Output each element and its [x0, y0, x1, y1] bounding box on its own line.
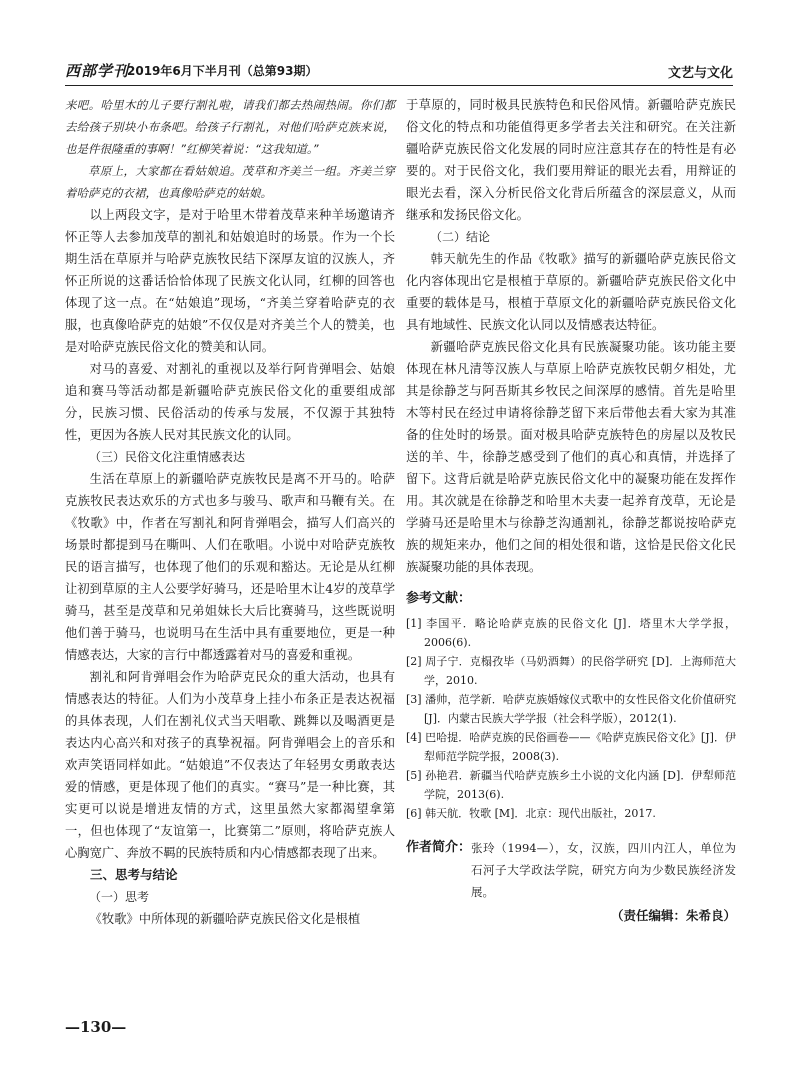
author-bio	[406, 837, 736, 903]
subsection-heading: （二）结论	[430, 230, 491, 244]
reference-item: [1] 李国平．略论哈萨克族的民俗文化 [J]．塔里木大学学报，2006(6).	[406, 617, 736, 649]
body-paragraph: 《牧歌》中所体现的新疆哈萨克族民俗文化是根植	[89, 912, 361, 926]
body-paragraph: 韩天航先生的作品《牧歌》描写的新疆哈萨克族民俗文化内容体现出它是根植于草原的。新疆哈萨克族民俗文化中重要的载体是马，根植于草原文化的新疆哈萨克族民俗文化具有地域性、民族文化认同以及情感表达特征。	[406, 252, 736, 332]
quote-paragraph: 来吧。哈里木的儿子要行割礼啦，请我们都去热闹热闹。你们都去给孩子别块小布条吧。给孩子行割礼，对他们哈萨克族来说，也是件很隆重的事啊！”红柳笑着说：“这我知道。”	[65, 98, 395, 156]
running-header	[65, 58, 733, 80]
body-paragraph: 生活在草原上的新疆哈萨克族牧民是离不开马的。哈萨克族牧民表达欢乐的方式也多与骏马、歌声和马鞭有关。在《牧歌》中，作者在写割礼和阿肯弹唱会，描写人们高兴的场景时都提到马在嘶叫、人们在歌唱。小说中对哈萨克族牧民的语言描写，也体现了他们的乐观和豁达。无论是从红柳让初到草原的主人公要学好骑马，还是哈里木让4岁的茂草学骑马，甚至是茂草和兄弟姐妹长大后比赛骑马，这些既说明他们善于骑马，也说明马在生活中具有重要地位，更是一种情感表达，大家的言行中都透露着对马的喜爱和重视。	[65, 472, 395, 662]
body-paragraph: 以上两段文字，是对于哈里木带着茂草来种羊场邀请齐怀正等人去参加茂草的割礼和姑娘追时的场景。作为一个长期生活在草原并与哈萨克族牧民结下深厚友谊的汉族人，齐怀正所说的这番话恰恰体现了民族文化认同，红柳的回答也体现了这一点。在“姑娘追”现场，“齐美兰穿着哈萨克的衣服，也真像哈萨克的姑娘”不仅仅是对齐美兰个人的赞美，也是对哈萨克族民俗文化的赞美和认同。	[65, 208, 395, 354]
references-title: 参考文献：	[406, 591, 472, 606]
page-number: —130—	[65, 1018, 127, 1036]
editor-credit: （责任编辑：朱希良）	[610, 908, 736, 923]
section-title: 文艺与文化	[667, 66, 733, 81]
references-list	[406, 614, 736, 823]
reference-item: [6] 韩天航．牧歌 [M]．北京：现代出版社，2017.	[406, 807, 656, 820]
body-paragraph: 割礼和阿肯弹唱会作为哈萨克民众的重大活动，也具有情感表达的特征。人们为小茂草身上挂小布条正是表达祝福的具体表现，人们在割礼仪式当天唱歌、跳舞以及喝酒更是表达内心高兴和对孩子的真挚祝福。阿肯弹唱会上的音乐和欢声笑语同样如此。“姑娘追”不仅表达了年轻男女勇敢表达爱的情感，更是体现了他们的真实。“赛马”是一种比赛，其实更可以说是增进友情的方式，这里虽然大家都渴望拿第一，但也体现了“友谊第一，比赛第二”原则，将哈萨克族人心胸宽广、奔放不羁的民族特质和内心情感都表现了出来。	[65, 670, 395, 860]
left-column	[65, 94, 395, 930]
quote-paragraph: 草原上，大家都在看姑娘追。茂草和齐美兰一组。齐美兰穿着哈萨克的衣裙，也真像哈萨克的姑娘。	[65, 164, 395, 200]
right-column	[406, 94, 736, 927]
section-heading: 三、思考与结论	[90, 867, 178, 882]
reference-item: [2] 周子宁．克榻孜毕（马奶酒舞）的民俗学研究 [D]．上海师范大学，2010.	[406, 655, 736, 687]
author-label: 作者简介：	[406, 840, 472, 855]
journal-logo: 西部学刊	[65, 62, 130, 80]
author-text: 张玲（1994—），女，汉族，四川内江人，单位为石河子大学政法学院，研究方向为少数民族经济发展。	[471, 841, 736, 899]
header-rule	[65, 85, 733, 86]
body-paragraph: 新疆哈萨克族民俗文化具有民族凝聚功能。该功能主要体现在林凡清等汉族人与草原上哈萨克族牧民朝夕相处，尤其是徐静芝与阿吾斯其乡牧民之间深厚的感情。首先是哈里木等村民在经过申请将徐静芝留下来后带他去看大家为其准备的住处时的场景。面对极具哈萨克族特色的房屋以及牧民送的羊、牛，徐静芝感受到了他们的真心和真情，并选择了留下。这背后就是哈萨克族民俗文化中的凝聚功能在发挥作用。其次就是在徐静芝和哈里木夫妻一起养育茂草，无论是学骑马还是哈里木与徐静芝沟通割礼，徐静芝都说按哈萨克族的规矩来办，他们之间的相处很和谐，这恰是民俗文化民族凝聚功能的具体表现。	[406, 340, 736, 574]
reference-item: [5] 孙艳君．新疆当代哈萨克族乡土小说的文化内涵 [D]．伊犁师范学院，2013(6).	[406, 769, 736, 801]
issue-info: 2019年6月下半月刊（总第93期）	[127, 64, 318, 78]
reference-item: [3] 潘帅，范学新．哈萨克族婚嫁仪式歌中的女性民俗文化价值研究 [J]．内蒙古民族大学学报（社会科学版），2012(1).	[406, 693, 736, 725]
reference-item: [4] 巴哈提．哈萨克族的民俗画卷——《哈萨克族民俗文化》[J]．伊犁师范学院学报，2008(3).	[406, 731, 736, 763]
subsection-heading: （三）民俗文化注重情感表达	[89, 450, 246, 464]
subsection-heading: （一）思考	[89, 890, 150, 904]
body-paragraph: 于草原的，同时极具民族特色和民俗风情。新疆哈萨克族民俗文化的特点和功能值得更多学者去关注和研究。在关注新疆哈萨克族民俗文化发展的同时应注意其存在的特性是有必要的。对于民俗文化，我们要用辩证的眼光去看，用辩证的眼光去看，深入分析民俗文化背后所蕴含的深层意义，从而继承和发扬民俗文化。	[406, 98, 736, 222]
body-paragraph: 对马的喜爱、对割礼的重视以及举行阿肯弹唱会、姑娘追和赛马等活动都是新疆哈萨克族民俗文化的重要组成部分，民族习惯、民俗活动的传承与发展，不仅源于其独特性，更因为各族人民对其民族文化的认同。	[65, 362, 395, 442]
